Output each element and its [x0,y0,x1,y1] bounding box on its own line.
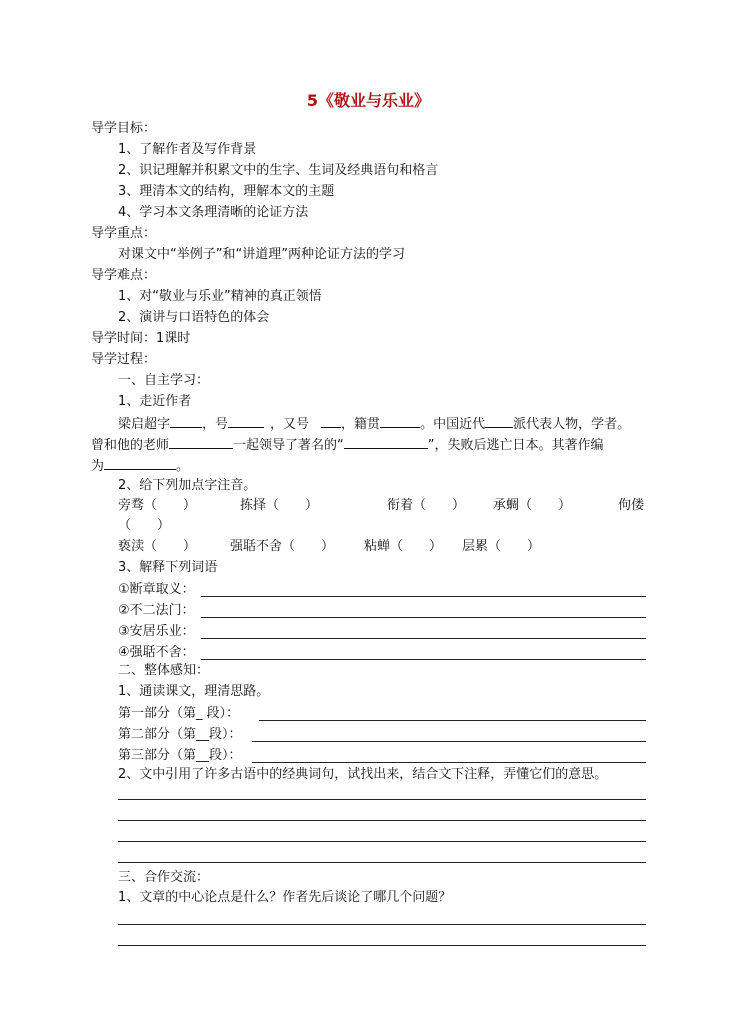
answer-line[interactable] [118,799,646,800]
pinyin-item-chengtiao: 承蜩（ ） [493,498,572,513]
word-row-3: ③安居乐业： [118,620,646,639]
goal-item-2: 2、识记理解并积累文中的生字、生词及经典语句和格言 [118,163,439,178]
answer-line[interactable] [201,603,646,618]
answer-line[interactable] [252,748,646,763]
part-row-2: 第二部分（第__段）： [118,723,646,742]
overall-q2: 2、文中引用了许多古语中的经典词句，试找出来，结合文下注释，弄懂它们的意思。 [118,767,608,782]
process-heading: 导学过程： [91,352,157,367]
word-row-1: ①断章取义： [118,578,646,597]
focus-heading: 导学重点： [91,226,157,241]
blank-jiguan[interactable] [380,414,420,428]
blank-youhao[interactable] [321,414,341,428]
answer-line[interactable] [118,820,646,821]
overall-heading: 二、整体感知： [118,663,210,678]
answer-line[interactable] [252,727,646,742]
blank-teacher[interactable] [169,435,233,449]
answer-line[interactable] [118,945,646,946]
word-row-4: ④强聒不舍： [118,641,646,660]
blank-event[interactable] [344,435,428,449]
author-line-2: 曾和他的老师 一起领导了著名的“ ”，失败后逃亡日本。其著作编 [91,435,604,455]
blank-works[interactable] [104,456,176,470]
pinyin-item-pangwu: 旁骛（ ） [118,498,197,513]
answer-line[interactable] [118,924,646,925]
pinyin-item-jianze: 拣择（ ） [240,498,319,513]
words-heading: 3、解释下列词语 [118,560,218,575]
page-title: 5《敬业与乐业》 [306,91,431,110]
answer-line[interactable] [201,624,646,639]
answer-line[interactable] [201,582,646,597]
pinyin-item-xianzhe: 衔着（ ） [387,498,466,513]
blank-hao[interactable] [228,414,264,428]
cooperate-q1: 1、文章的中心论点是什么？作者先后谈论了哪几个问题？ [118,890,452,905]
overall-q1: 1、通读课文，理清思路。 [118,684,270,699]
pinyin-item-cenglei: 层累（ ） [462,539,541,554]
blank-zi[interactable] [170,414,202,428]
difficulty-heading: 导学难点： [91,268,157,283]
word-row-2: ②不二法门： [118,599,646,618]
answer-line[interactable] [201,645,646,660]
pinyin-item-zhanchan: 粘蝉（ ） [364,539,443,554]
answer-line[interactable] [118,862,646,863]
blank-pai[interactable] [485,414,513,428]
answer-line[interactable] [259,706,646,721]
author-line-3: 为 。 [91,456,189,476]
part-row-1: 第一部分（第_ 段）： [118,702,646,721]
pinyin-item-goulou-blank: （ ） [118,518,171,533]
self-study-heading: 一、自主学习： [118,373,210,388]
goals-heading: 导学目标： [91,121,157,136]
pinyin-heading: 2、给下列加点字注音。 [118,478,257,493]
goal-item-4: 4、学习本文条理清晰的论证方法 [118,205,309,220]
difficulty-item-2: 2、演讲与口语特色的体会 [118,310,270,325]
pinyin-item-xiedu: 亵渎（ ） [118,539,197,554]
author-line-1: 梁启超字 ，号 ，又号 ，籍贯 。中国近代 派代表人物，学者。 [118,414,630,434]
author-heading: 1、走近作者 [118,394,192,409]
focus-text: 对课文中“举例子”和“讲道理”两种论证方法的学习 [118,247,405,262]
pinyin-item-goulou: 佝偻 [618,498,645,513]
study-time: 导学时间：1课时 [91,331,191,346]
cooperate-heading: 三、合作交流： [118,870,210,885]
answer-line[interactable] [118,841,646,842]
pinyin-item-qiangguo: 强聒不舍（ ） [230,539,335,554]
part-row-3: 第三部分（第__段）： [118,744,646,763]
goal-item-1: 1、了解作者及写作背景 [118,142,257,157]
difficulty-item-1: 1、对“敬业与乐业”精神的真正领悟 [118,289,322,304]
goal-item-3: 3、理清本文的结构，理解本文的主题 [118,184,335,199]
